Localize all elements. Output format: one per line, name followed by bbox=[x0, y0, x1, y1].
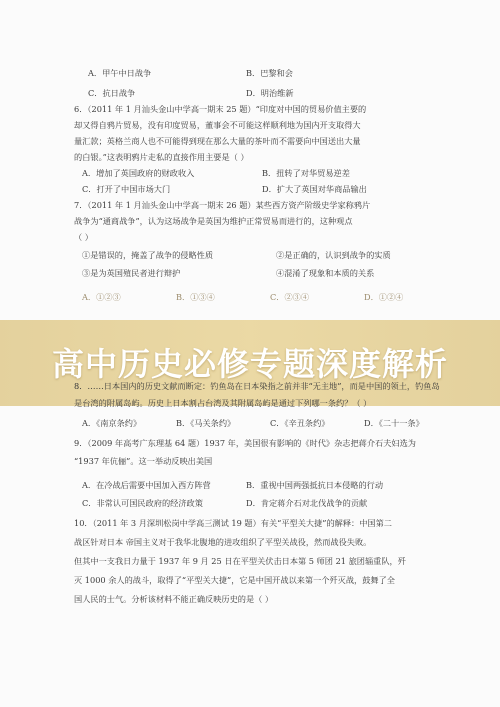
q9-option-d: D．肯定蒋介石对北伐战争的贡献 bbox=[246, 498, 368, 508]
q6-option-c: C．打开了中国市场大门 bbox=[82, 184, 171, 194]
q7-option-b: B．①③④ bbox=[176, 292, 215, 302]
q6-option-d: D．扩大了英国对华商品输出 bbox=[262, 184, 367, 194]
q10-line-1: 10．（2011 年 3 月深圳松岗中学高三测试 19 题）有关“平型关大捷”的解释：中国第二 bbox=[74, 518, 392, 528]
q9-option-a: A．在冷战后需要中国加入西方阵营 bbox=[82, 480, 211, 490]
q8-option-c: C．《辛丑条约》 bbox=[270, 418, 330, 428]
q7-statement-4: ④混淆了现象和本质的关系 bbox=[276, 268, 375, 278]
q7-line-2: 战争为“通商战争”，认为这场战争是英国为维护正常贸易而进行的，这种观点 bbox=[74, 216, 353, 226]
q5-option-d: D．明治维新 bbox=[246, 88, 294, 98]
q7-line-1: 7．（2011 年 1 月汕头金山中学高一期末 26 题）某些西方资产阶级史学家称鸦片 bbox=[74, 200, 371, 210]
q10-line-4: 灭 1000 余人的战斗，取得了“平型关大捷”，它是中国开战以来第一个歼灭战，鼓舞了全 bbox=[74, 575, 395, 585]
q7-option-d: D．①②④ bbox=[364, 292, 404, 302]
q9-option-b: B．重视中国两强抵抗日本侵略的行动 bbox=[246, 480, 384, 490]
q7-option-a: A．①②③ bbox=[82, 292, 121, 302]
q8-option-b: B．《马关条约》 bbox=[176, 418, 236, 428]
q5-option-a: A．甲午中日战争 bbox=[88, 68, 152, 78]
q8-line-2: 是台湾的附属岛屿。历史上日本割占台湾及其附属岛屿是通过下列哪一条约？（ ） bbox=[74, 398, 372, 408]
q6-line-2: 却又得自鸦片贸易，没有印度贸易，董事会不可能这样顺利地为国内开支取得大 bbox=[74, 120, 361, 130]
q8-option-a: A．《南京条约》 bbox=[82, 418, 142, 428]
q9-option-c: C．非常认可国民政府的经济政策 bbox=[82, 498, 203, 508]
q5-option-b: B．巴黎和会 bbox=[246, 68, 293, 78]
q10-line-2: 战区针对日本 帝国主义对于我华北腹地的进攻组织了平型关战役，然而战役失败。 bbox=[74, 537, 372, 547]
q6-line-1: 6．（2011 年 1 月汕头金山中学高一期末 25 题）“印度对中国的贸易价值主要的 bbox=[74, 104, 367, 114]
q10-line-3: 但其中一支我日力量于 1937 年 9 月 25 日在平型关伏击日本第 5 师团 21 旅团辎重队，歼 bbox=[74, 556, 406, 566]
q6-line-4: 的白银。”这表明鸦片走私的直接作用主要是（ ） bbox=[74, 152, 249, 162]
banner-title: 高中历史必修专题深度解析 bbox=[51, 345, 448, 383]
q7-option-c: C．②③④ bbox=[270, 292, 310, 302]
q7-statement-1: ①是错误的，掩盖了战争的侵略性质 bbox=[82, 250, 214, 260]
q5-option-c: C．抗日战争 bbox=[88, 88, 136, 98]
q6-line-3: 量汇款；英格兰商人也不可能得到现在那么大量的茶叶而不需要向中国送出大量 bbox=[74, 136, 361, 146]
q8-option-d: D．《二十一条》 bbox=[364, 418, 424, 428]
q9-line-1: 9．（2009 年高考广东理基 64 题）1937 年，美国很有影响的《时代》杂志把蒋介石夫妇选为 bbox=[74, 438, 416, 448]
q7-statement-2: ②是正确的，认识到战争的实质 bbox=[276, 250, 391, 260]
q9-line-2: “1937 年伉俪”。这一举动反映出美国 bbox=[74, 456, 213, 466]
q8-line-1: 8．……日本国内的历史文献而断定：钓鱼岛在日本染指之前并非“无主地”，而是中国的领土，钓鱼岛 bbox=[74, 381, 440, 391]
q7-line-3: （ ） bbox=[74, 232, 93, 242]
q6-option-b: B．扭转了对华贸易逆差 bbox=[262, 168, 350, 178]
q6-option-a: A．增加了英国政府的财政收入 bbox=[82, 168, 195, 178]
q7-statement-3: ③是为英国殖民者进行辩护 bbox=[82, 268, 181, 278]
q10-line-5: 国人民的士气。分析该材料不能正确反映历史的是（ ） bbox=[74, 594, 274, 604]
